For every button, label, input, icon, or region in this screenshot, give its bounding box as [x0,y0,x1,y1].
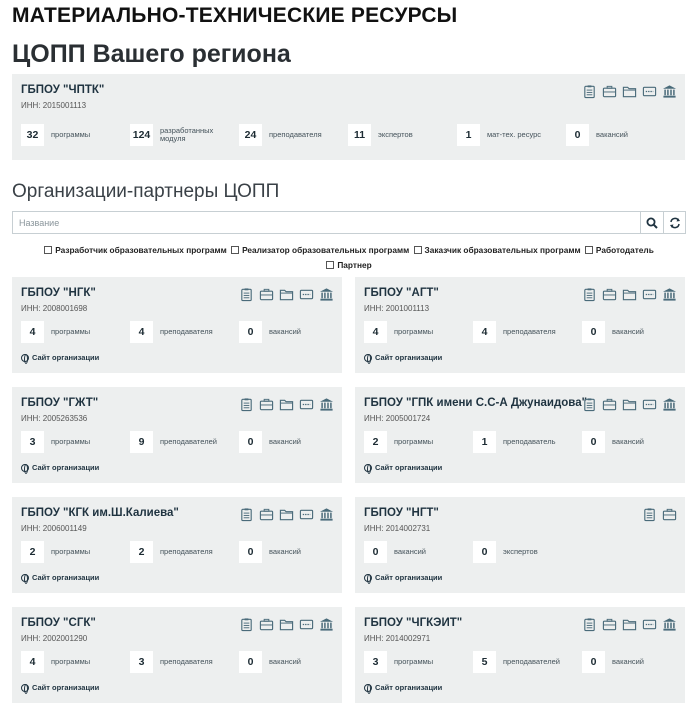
folder-icon[interactable] [278,396,294,412]
stat: 4 преподавателя [473,321,582,343]
org-inn: ИНН: 2014002971 [364,634,431,643]
page-title: МАТЕРИАЛЬНО-ТЕХНИЧЕСКИЕ РЕСУРСЫ [12,4,458,27]
globe-icon [21,574,29,582]
clipboard-icon[interactable] [238,506,254,522]
filter-employer[interactable]: Работодатель [585,243,654,257]
bank-icon[interactable] [661,83,677,99]
stat: 0 вакансий [582,651,691,673]
stat-resources: 1 мат-тех. ресурс [457,124,566,146]
stat: 0 вакансий [239,431,348,453]
org-site-link[interactable]: Сайт организации [21,683,99,692]
org-name: ГБПОУ "ЧПТК" [21,84,105,96]
org-site-link[interactable]: Сайт организации [364,573,442,582]
globe-icon [364,354,372,362]
stat: 3 программы [21,431,130,453]
bank-icon[interactable] [318,506,334,522]
org-site-link[interactable]: Сайт организации [21,353,99,362]
bank-icon[interactable] [318,286,334,302]
globe-icon [21,684,29,692]
filter-developer[interactable]: Разработчик образовательных программ [44,243,227,257]
bank-icon[interactable] [661,616,677,632]
stat-programs: 32 программы [21,124,130,146]
checkbox[interactable] [231,246,239,254]
stat: 4 программы [21,651,130,673]
bank-icon[interactable] [318,616,334,632]
clipboard-icon[interactable] [641,506,657,522]
stat: 4 программы [364,321,473,343]
refresh-icon [669,217,681,229]
globe-icon [21,354,29,362]
globe-icon [364,684,372,692]
stat: 2 преподавателя [130,541,239,563]
partner-card [355,387,685,483]
bank-icon[interactable] [661,396,677,412]
stat-experts: 11 экспертов [348,124,457,146]
clipboard-icon[interactable] [581,83,597,99]
clipboard-icon[interactable] [238,616,254,632]
filter-implementer[interactable]: Реализатор образовательных программ [231,243,409,257]
folder-icon[interactable] [621,616,637,632]
search-icon [646,217,658,229]
clipboard-icon[interactable] [581,616,597,632]
stat: 0 вакансий [582,431,691,453]
checkbox[interactable] [326,261,334,269]
folder-icon[interactable] [278,616,294,632]
org-inn: ИНН: 2005263536 [21,414,88,423]
checkbox[interactable] [414,246,422,254]
filter-group [12,243,686,273]
partner-card [12,277,342,373]
bank-icon[interactable] [661,286,677,302]
org-name: ГБПОУ "СГК" [21,617,96,629]
org-name: ГБПОУ "ГПК имени С.С-А Джунаидова" [364,397,588,409]
stat-vacancies: 0 вакансий [566,124,666,146]
org-inn: ИНН: 2008001698 [21,304,88,313]
search-button[interactable] [640,212,663,233]
folder-icon[interactable] [278,506,294,522]
briefcase-icon[interactable] [601,616,617,632]
card-icon[interactable] [298,616,314,632]
stat: 2 программы [364,431,473,453]
org-name: ГБПОУ "ЧГКЭИТ" [364,617,463,629]
briefcase-icon[interactable] [258,506,274,522]
briefcase-icon[interactable] [258,616,274,632]
org-inn: ИНН: 2015001113 [21,101,87,110]
org-inn: ИНН: 2005001724 [364,414,431,423]
org-site-link[interactable]: Сайт организации [21,463,99,472]
org-inn: ИНН: 2006001149 [21,524,87,533]
briefcase-icon[interactable] [601,396,617,412]
page-subtitle: ЦОПП Вашего региона [12,40,291,68]
stat: 0 вакансий [364,541,473,563]
reset-button[interactable] [663,212,686,233]
partner-card [12,607,342,703]
briefcase-icon[interactable] [258,286,274,302]
briefcase-icon[interactable] [661,506,677,522]
card-icon[interactable] [641,396,657,412]
filter-partner[interactable]: Партнер [326,258,371,272]
org-site-link[interactable]: Сайт организации [364,463,442,472]
folder-icon[interactable] [278,286,294,302]
globe-icon [364,574,372,582]
partner-card [355,497,685,593]
org-inn: ИНН: 2001001113 [364,304,430,313]
stat: 1 преподаватель [473,431,582,453]
stat: 0 вакансий [239,321,348,343]
folder-icon[interactable] [621,396,637,412]
stat: 0 экспертов [473,541,582,563]
partner-card [12,387,342,483]
search-input[interactable] [13,212,639,233]
card-icon[interactable] [298,506,314,522]
stat: 2 программы [21,541,130,563]
stat-modules: 124 разработанных модуля [130,124,239,146]
org-site-link[interactable]: Сайт организации [364,353,442,362]
briefcase-icon[interactable] [258,396,274,412]
partner-card [355,277,685,373]
stat: 4 преподавателя [130,321,239,343]
stat: 3 преподавателя [130,651,239,673]
briefcase-icon[interactable] [601,286,617,302]
stat: 0 вакансий [239,651,348,673]
org-inn: ИНН: 2002001290 [21,634,88,643]
org-name: ГБПОУ "НГТ" [364,507,439,519]
clipboard-icon[interactable] [581,286,597,302]
globe-icon [21,464,29,472]
card-icon[interactable] [641,616,657,632]
stat: 0 вакансий [239,541,348,563]
stat: 9 преподавателей [130,431,239,453]
org-name: ГБПОУ "КГК им.Ш.Калиева" [21,507,179,519]
stat: 0 вакансий [582,321,691,343]
stat: 3 программы [364,651,473,673]
card-icon[interactable] [641,286,657,302]
checkbox[interactable] [585,246,593,254]
clipboard-icon[interactable] [238,286,254,302]
briefcase-icon[interactable] [601,83,617,99]
folder-icon[interactable] [621,83,637,99]
partner-card [12,497,342,593]
filter-customer[interactable]: Заказчик образовательных программ [414,243,581,257]
partner-card [355,607,685,703]
card-icon[interactable] [641,83,657,99]
main-org-card [12,74,685,160]
stat: 5 преподавателей [473,651,582,673]
org-name: ГБПОУ "АГТ" [364,287,439,299]
globe-icon [364,464,372,472]
clipboard-icon[interactable] [238,396,254,412]
partners-title: Организации-партнеры ЦОПП [12,181,280,202]
org-inn: ИНН: 2014002731 [364,524,431,533]
stat: 4 программы [21,321,130,343]
bank-icon[interactable] [318,396,334,412]
card-icon[interactable] [298,286,314,302]
org-site-link[interactable]: Сайт организации [364,683,442,692]
org-name: ГБПОУ "ГЖТ" [21,397,99,409]
folder-icon[interactable] [621,286,637,302]
card-icon[interactable] [298,396,314,412]
search-bar [12,211,686,234]
org-site-link[interactable]: Сайт организации [21,573,99,582]
checkbox[interactable] [44,246,52,254]
org-name: ГБПОУ "НГК" [21,287,96,299]
clipboard-icon[interactable] [581,396,597,412]
stat-teachers: 24 преподавателя [239,124,348,146]
